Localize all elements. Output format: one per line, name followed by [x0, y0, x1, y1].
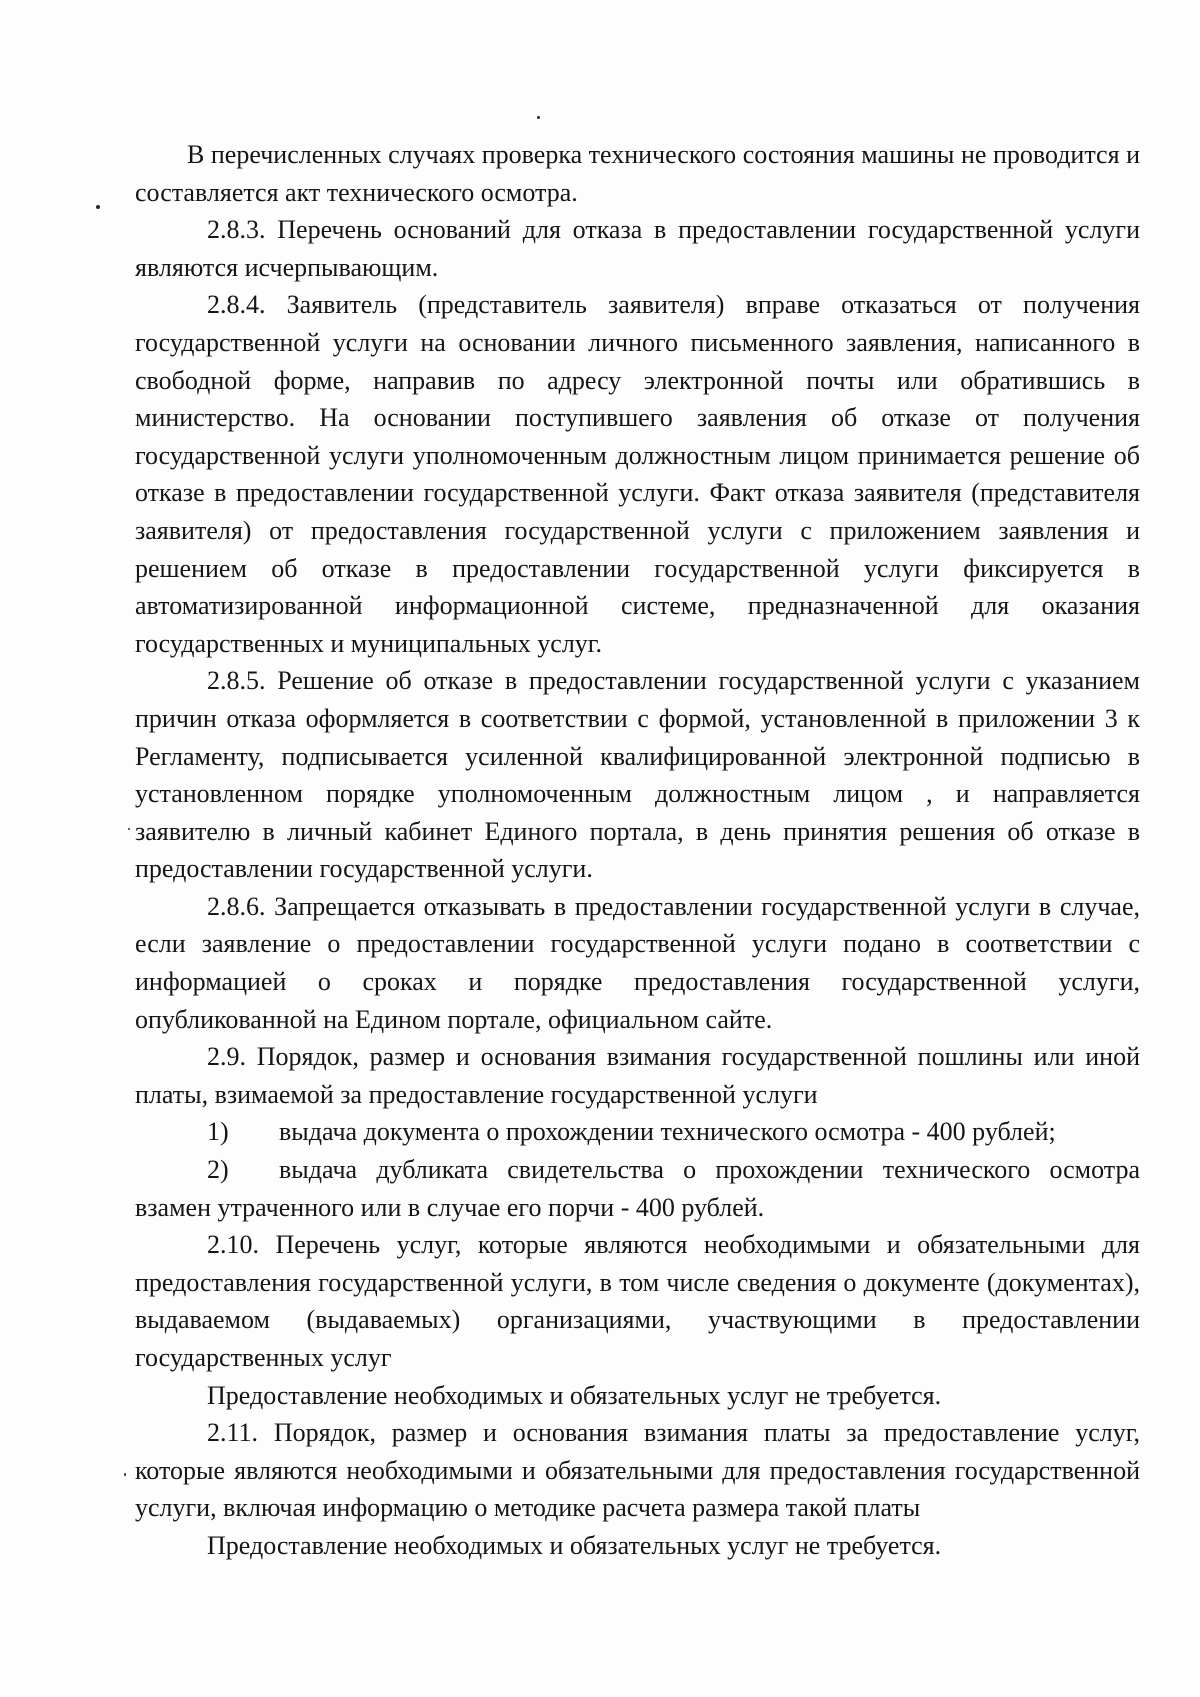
list-text: выдача документа о прохождении технического осмотра - 400 рублей;	[279, 1117, 1056, 1147]
paragraph: 2.8.4. Заявитель (представитель заявителя) вправе отказаться от получения государственной услуги на основании личного письменного заявления, написанного в свободной форме, направив по адресу электронной почты или обратившись в министерство. На основании поступившего заявления об отказе от получения государственной услуги уполномоченным должностным лицом принимается решение об отказе в предоставлении государственной услуги. Факт отказа заявителя (представителя заявителя) от предоставления государственной услуги с приложением заявления и решением об отказе в предоставлении государственной услуги фиксируется в автоматизированной информационной системе, предназначенной для оказания государственных и муниципальных услуг.	[135, 290, 1140, 658]
fee-list-item	[135, 1113, 1140, 1151]
scan-speck	[96, 205, 100, 209]
scan-speck	[124, 1473, 126, 1476]
paragraph: Предоставление необходимых и обязательных услуг не требуется.	[207, 1380, 942, 1410]
paragraph: В перечисленных случаях проверка технического состояния машины не проводится и составляется акт технического осмотра.	[135, 140, 1140, 207]
paragraph: 2.11. Порядок, размер и основания взимания платы за предоставление услуг, которые являются необходимыми и обязательными для предоставления государственной услуги, включая информацию о методике расчета размера такой платы	[135, 1418, 1140, 1523]
paragraph: 2.8.3. Перечень оснований для отказа в предоставлении государственной услуги являются исчерпывающим.	[135, 215, 1140, 282]
list-number: 1)	[207, 1117, 229, 1147]
scan-speck	[537, 116, 540, 119]
document-body	[135, 136, 1140, 1565]
scan-speck	[128, 828, 130, 830]
list-number: 2)	[207, 1155, 229, 1185]
paragraph: 2.10. Перечень услуг, которые являются необходимыми и обязательными для предоставления государственной услуги, в том числе сведения о документе (документах), выдаваемом (выдаваемых) организациями, участвующими в предоставлении государственных услуг	[135, 1230, 1140, 1372]
list-text: выдача дубликата свидетельства о прохождении технического осмотра взамен утраченного или в случае его порчи - 400 рублей.	[135, 1155, 1140, 1222]
paragraph: 2.9. Порядок, размер и основания взимания государственной пошлины или иной платы, взимаемой за предоставление государственной услуги	[135, 1042, 1140, 1109]
paragraph: Предоставление необходимых и обязательных услуг не требуется.	[207, 1530, 942, 1560]
fee-list-item	[135, 1151, 1140, 1226]
paragraph: 2.8.6. Запрещается отказывать в предоставлении государственной услуги в случае, если заявление о предоставлении государственной услуги подано в соответствии с информацией о сроках и порядке предоставления государственной услуги, опубликованной на Едином портале, официальном сайте.	[135, 891, 1140, 1034]
paragraph: 2.8.5. Решение об отказе в предоставлении государственной услуги с указанием причин отказа оформляется в соответствии с формой, установленной в приложении 3 к Регламенту, подписывается усиленной квалифицированной электронной подписью в установленном порядке уполномоченным должностным лицом , и направляется заявителю в личный кабинет Единого портала, в день принятия решения об отказе в предоставлении государственной услуги.	[135, 666, 1140, 884]
